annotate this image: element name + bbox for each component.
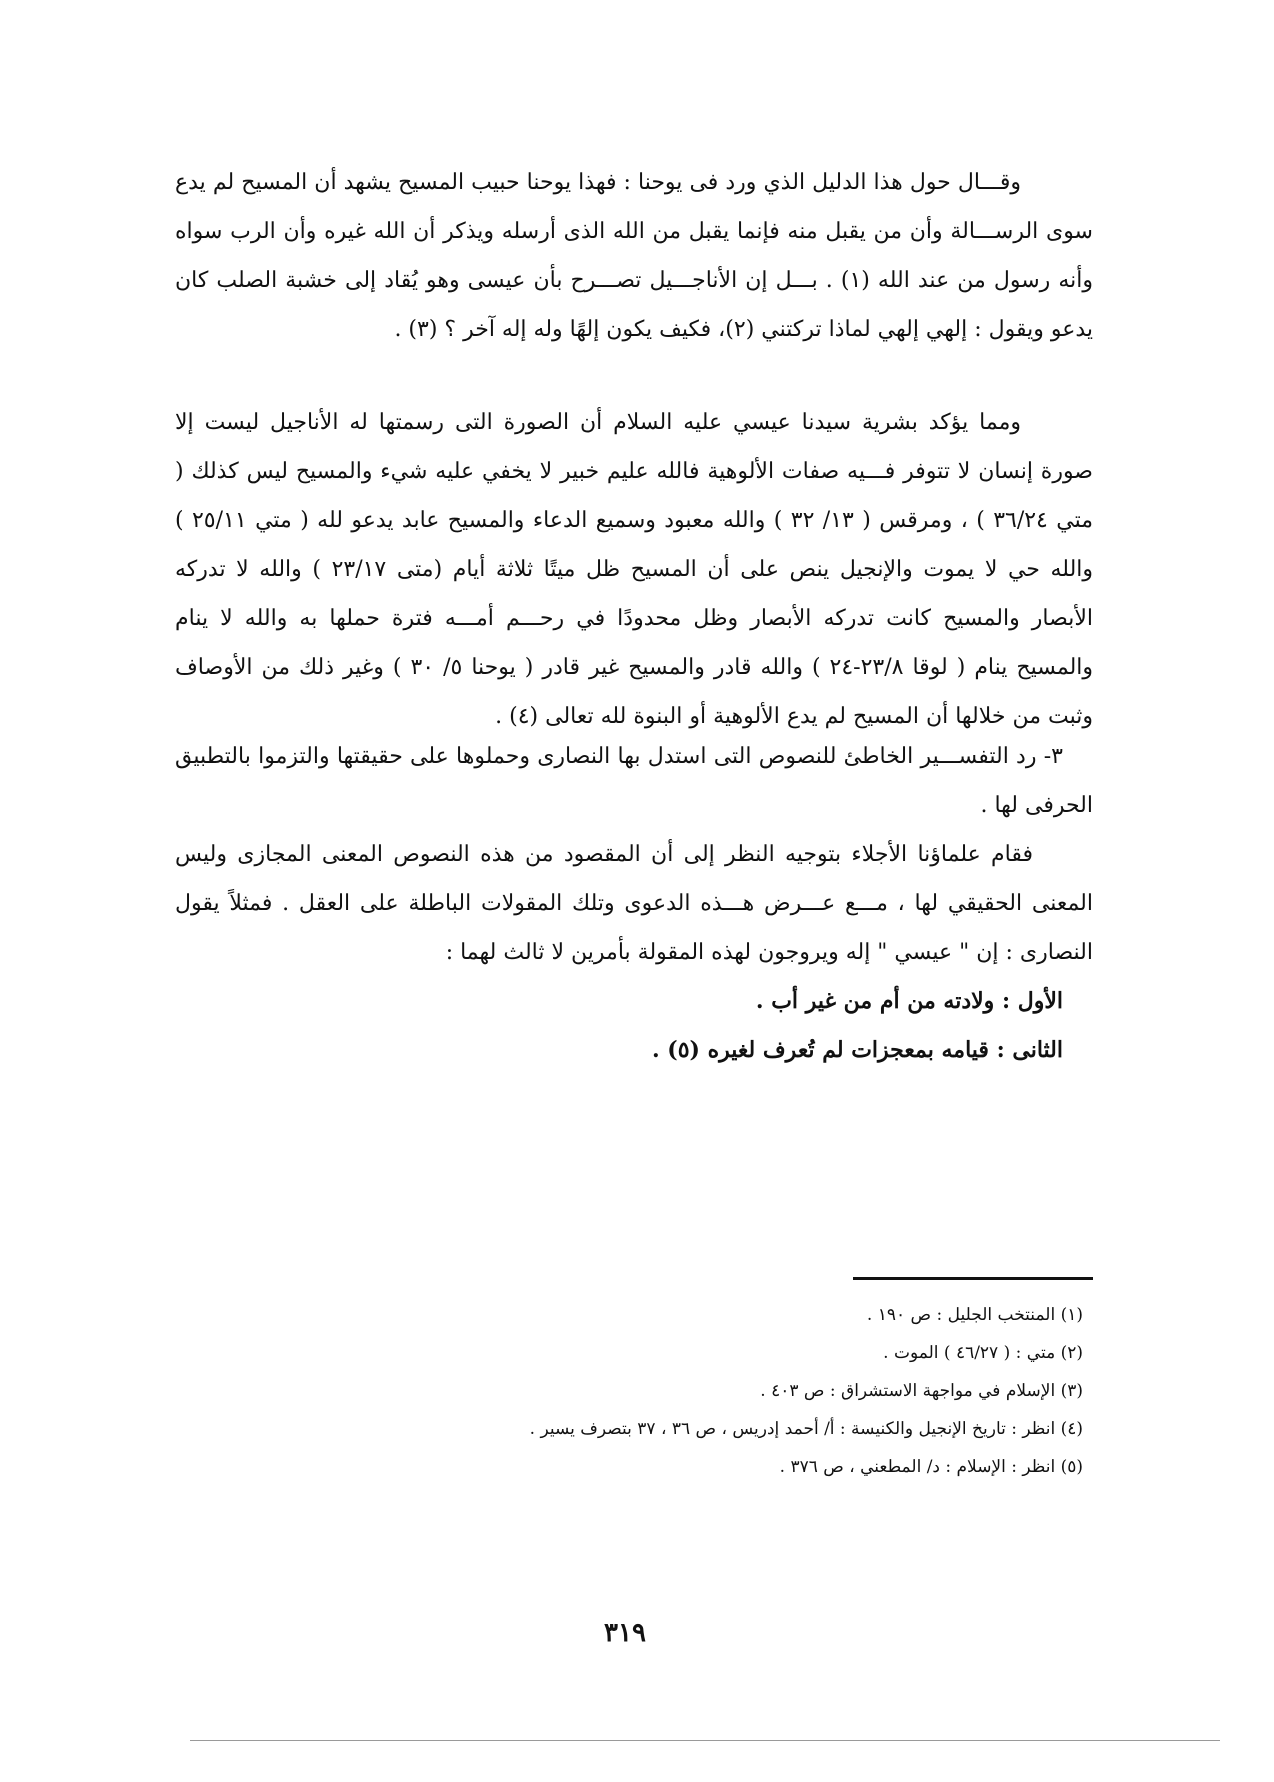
footnote-2: (٢) متي : ( ٤٦/٢٧ ) الموت . [883,1343,1083,1363]
section-3-body: فقام علماؤنا الأجلاء بتوجيه النظر إلى أن المقصود من هذه النصوص المعنى المجازى وليس المعنى الحقيقي لها ، مـــع عـــرض هـــذه الدعوى وتلك المقولات الباطلة على العقل . فمثلاً يقول النصارى : إن " عيسي " إله ويروجون لهذه المقولة بأمرين لا ثالث لهما : [175,842,1093,965]
footnote-1: (١) المنتخب الجليل : ص ١٩٠ . [866,1305,1083,1325]
footnotes [283,1296,1083,1486]
footnote-3: (٣) الإسلام في مواجهة الاستشراق : ص ٤٠٣ . [760,1381,1083,1401]
footnote-5: (٥) انظر : الإسلام : د/ المطعني ، ص ٣٧٦ . [779,1457,1083,1477]
page-number: ٣١٩ [604,1618,646,1648]
section-3-heading: ٣- رد التفســـير الخاطئ للنصوص التى استدل بها النصارى وحملوها على حقيقتها والتزموا بالتطبيق الحرفى لها . [175,744,1093,818]
section-3-block [175,732,1093,1075]
point-first: الأول : ولادته من أم من غير أب . [755,988,1063,1014]
paragraph-2-block [175,398,1093,741]
scan-bottom-line [190,1740,1220,1741]
paragraph-1-block [175,158,1093,354]
paragraph-2: ومما يؤكد بشرية سيدنا عيسي عليه السلام أن الصورة التى رسمتها له الأناجيل ليست إلا صورة إنسان لا تتوفر فـــيه صفات الألوهية فالله عليم خبير لا يخفي عليه شيء والمسيح ليس كذلك ( متي ٣٦/٢٤ ) ، ومرقس ( ١٣/ ٣٢ ) والله معبود وسميع الدعاء والمسيح عابد يدعو لله ( متي ٢٥/١١ ) والله حي لا يموت والإنجيل ينص على أن المسيح ظل ميتًا ثلاثة أيام (متى ٢٣/١٧ ) والله لا تدركه الأبصار والمسيح كانت تدركه الأبصار وظل محدودًا في رحـــم أمـــه فترة حملها به والله لا ينام والمسيح ينام ( لوقا ٢٣/٨-٢٤ ) والله قادر والمسيح غير قادر ( يوحنا ٥/ ٣٠ ) وغير ذلك من الأوصاف وثبت من خلالها أن المسيح لم يدع الألوهية أو البنوة لله تعالى (٤) . [175,410,1094,729]
point-second: الثانى : قيامه بمعجزات لم تُعرف لغيره (٥) . [651,1037,1063,1063]
paragraph-1: وقـــال حول هذا الدليل الذي ورد فى يوحنا : فهذا يوحنا حبيب المسيح يشهد أن المسيح لم يدع سوى الرســـالة وأن من يقبل منه فإنما يقبل من الله الذى أرسله ويذكر أن الله غيره وأن الرب سواه وأنه رسول من عند الله (١) . بـــل إن الأناجـــيل تصـــرح بأن عيسى وهو يُقاد إلى خشبة الصلب كان يدعو ويقول : إلهي إلهي لماذا تركتني (٢)، فكيف يكون إلهًا وله إله آخر ؟ (٣) . [175,170,1093,342]
footnote-4: (٤) انظر : تاريخ الإنجيل والكنيسة : أ/ أحمد إدريس ، ص ٣٦ ، ٣٧ بتصرف يسير . [529,1419,1083,1439]
footnote-separator [853,1277,1093,1280]
